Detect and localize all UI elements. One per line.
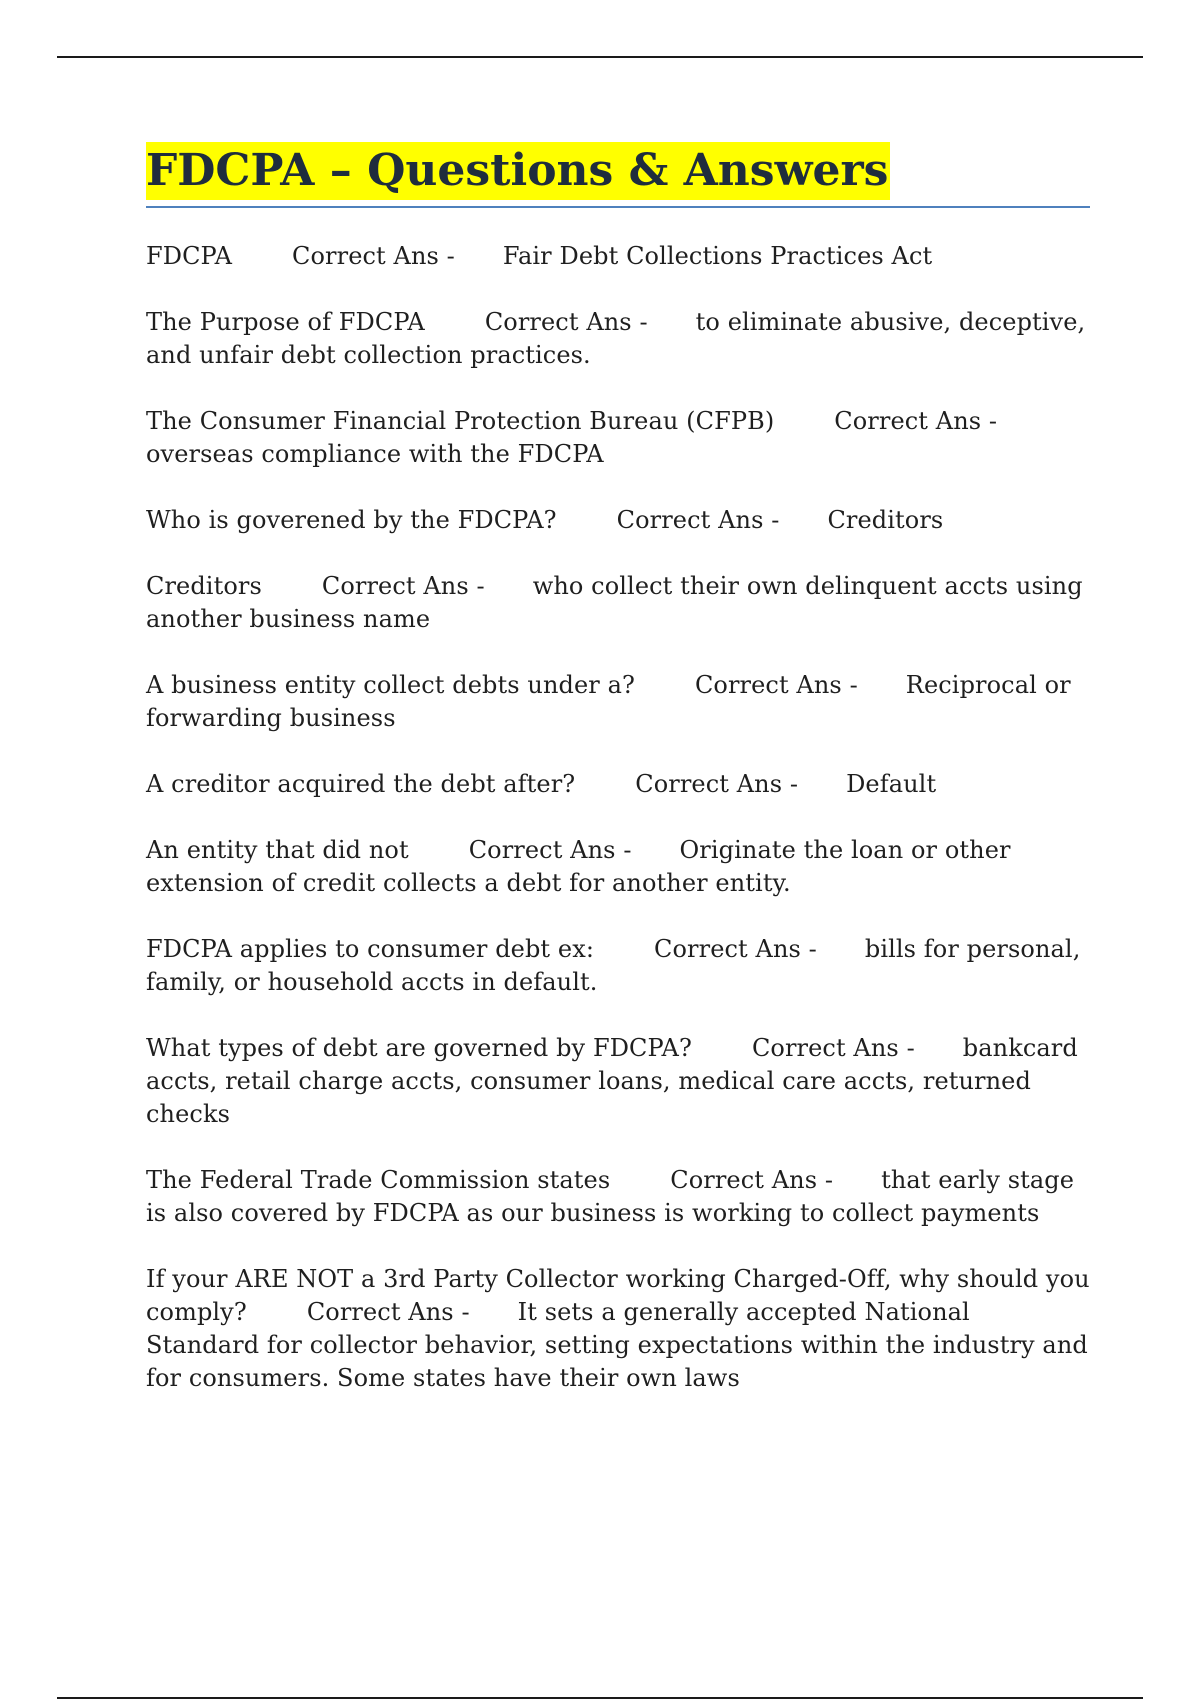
answer-label: Correct Ans - xyxy=(616,506,780,534)
answer-text: Creditors xyxy=(827,506,944,534)
answer-text: who collect their own delinquent accts using another business name xyxy=(146,572,1083,633)
page-top-rule xyxy=(57,56,1143,58)
page-bottom-rule xyxy=(57,1697,1143,1699)
question-text: FDCPA xyxy=(146,242,233,270)
qa-item xyxy=(146,570,1090,636)
answer-label: Correct Ans - xyxy=(670,1166,834,1194)
title-block xyxy=(146,142,1090,208)
answer-label: Correct Ans - xyxy=(751,1034,915,1062)
answer-label: Correct Ans - xyxy=(484,308,648,336)
question-text: A business entity collect debts under a? xyxy=(146,671,635,699)
question-text: A creditor acquired the debt after? xyxy=(146,770,576,798)
answer-text: Reciprocal or forwarding business xyxy=(146,671,1071,732)
qa-item xyxy=(146,1263,1090,1395)
qa-item xyxy=(146,405,1090,471)
answer-text: Fair Debt Collections Practices Act xyxy=(502,242,933,270)
question-text: The Consumer Financial Protection Bureau (CFPB) xyxy=(146,407,775,435)
qa-item xyxy=(146,768,1090,801)
question-text: An entity that did not xyxy=(146,836,409,864)
answer-label: Correct Ans - xyxy=(468,836,632,864)
qa-item xyxy=(146,306,1090,372)
question-text: Creditors xyxy=(146,572,262,600)
qa-item xyxy=(146,240,1090,273)
answer-label: Correct Ans - xyxy=(694,671,858,699)
answer-label: Correct Ans - xyxy=(306,1298,470,1326)
qa-item xyxy=(146,834,1090,900)
question-text: If your ARE NOT a 3rd Party Collector working Charged-Off, why should you comply? xyxy=(146,1265,1090,1326)
question-text: The Federal Trade Commission states xyxy=(146,1166,611,1194)
qa-item xyxy=(146,933,1090,999)
document-content xyxy=(146,142,1090,1428)
answer-label: Correct Ans - xyxy=(321,572,485,600)
answer-label: Correct Ans - xyxy=(654,935,817,963)
page-title: FDCPA – Questions & Answers xyxy=(146,142,890,200)
qa-item xyxy=(146,504,1090,537)
answer-text: that early stage is also covered by FDCPA as our business is working to collect payments xyxy=(146,1166,1075,1227)
answer-text: bankcard accts, retail charge accts, consumer loans, medical care accts, returned checks xyxy=(146,1034,1078,1128)
qa-list xyxy=(146,240,1090,1395)
qa-item xyxy=(146,1032,1090,1131)
answer-label: Correct Ans - xyxy=(834,407,998,435)
answer-label: Correct Ans - xyxy=(635,770,799,798)
qa-item xyxy=(146,1164,1090,1230)
question-text: Who is goverened by the FDCPA? xyxy=(146,506,557,534)
question-text: The Purpose of FDCPA xyxy=(146,308,425,336)
question-text: What types of debt are governed by FDCPA? xyxy=(146,1034,692,1062)
qa-item xyxy=(146,669,1090,735)
answer-text: to eliminate abusive, deceptive, and unfair debt collection practices. xyxy=(146,308,1086,369)
answer-text: overseas compliance with the FDCPA xyxy=(146,440,604,468)
answer-text: Originate the loan or other extension of credit collects a debt for another entity. xyxy=(146,836,1011,897)
answer-label: Correct Ans - xyxy=(292,242,455,270)
answer-text: bills for personal, family, or household accts in default. xyxy=(146,935,1081,996)
question-text: FDCPA applies to consumer debt ex: xyxy=(146,935,595,963)
answer-text: It sets a generally accepted National Standard for collector behavior, setting expectations within the industry and for consumers. Some states have their own laws xyxy=(146,1298,1088,1392)
answer-text: Default xyxy=(846,770,937,798)
